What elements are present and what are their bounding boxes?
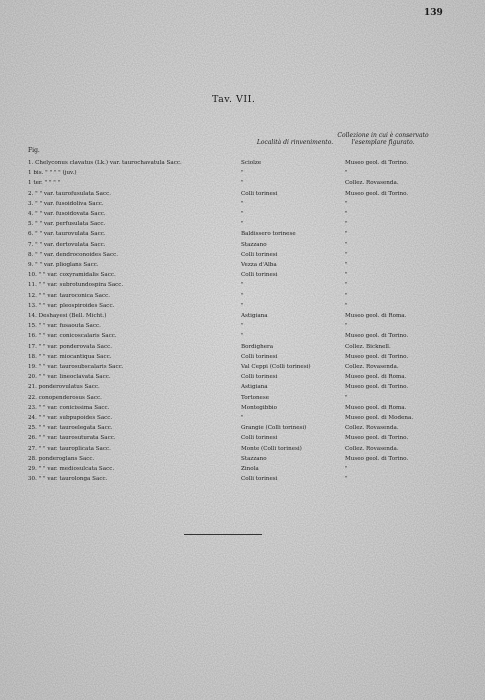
row-fig: 14. Deshayesi (Bell. Micht.): [28, 313, 107, 319]
row-fig: 11. " " var. subrotundospira Sacc.: [28, 282, 124, 289]
row-locality: Colli torinesi: [241, 251, 278, 258]
row-fig: 21. ponderovulatus Sacc.: [28, 384, 100, 391]
row-collection: Museo geol. di Roma.: [345, 374, 407, 381]
row-locality: Colli torinesi: [241, 476, 278, 483]
row-fig: 26. " " var. taurosuturata Sacc.: [28, 435, 116, 442]
row-locality: Vezza d'Alba: [241, 262, 277, 268]
row-locality: ": [241, 292, 244, 299]
row-locality: Colli torinesi: [241, 374, 278, 381]
row-collection: Museo geol. di Torino.: [345, 190, 409, 197]
table-row: [0, 280, 485, 290]
table-row: [0, 199, 485, 209]
row-locality: Colli torinesi: [241, 353, 278, 360]
row-fig: 25. " " var. tauroelegata Sacc.: [28, 425, 113, 432]
row-collection: Collez. Bicknell.: [345, 343, 391, 350]
row-fig: 1 bis. " " " " (juv.): [28, 170, 77, 177]
row-locality: ": [241, 333, 244, 340]
row-collection: ": [345, 262, 348, 268]
row-collection: ": [345, 282, 348, 289]
row-fig: 2. " " var. taurofusulata Sacc.: [28, 190, 111, 197]
row-collection: ": [345, 394, 348, 401]
table-row: [0, 403, 485, 413]
row-collection: Collez. Rovasenda.: [345, 445, 399, 452]
header-localita: Località di rinvenimento.: [256, 139, 334, 146]
row-fig: 24. " " var. subpupoides Sacc.: [28, 415, 113, 421]
row-collection: ": [345, 466, 348, 472]
row-locality: Val Ceppi (Colli torinesi): [241, 364, 311, 370]
row-fig: 3. " " var. fusoidoliva Sacc.: [28, 200, 104, 207]
row-fig: 1 ter. " " " ": [28, 180, 61, 187]
row-collection: ": [345, 211, 348, 217]
row-fig: 5. " " var. perfusulata Sacc.: [28, 221, 106, 228]
table-row: [0, 219, 485, 229]
row-fig: 19. " " var. taurosubscalaris Sacc.: [28, 364, 124, 370]
row-locality: Monte (Colli torinesi): [241, 445, 302, 452]
table-row: [0, 270, 485, 280]
row-collection: Museo geol. di Torino.: [345, 160, 409, 166]
table-row: [0, 464, 485, 474]
table-row: [0, 474, 485, 484]
table-row: [0, 168, 485, 178]
row-collection: ": [345, 251, 348, 258]
table-row: [0, 413, 485, 423]
table-row: [0, 250, 485, 260]
row-fig: 29. " " var. mediosulcata Sacc.: [28, 466, 115, 472]
row-locality: ": [241, 302, 244, 309]
closing-rule: [184, 534, 262, 535]
row-collection: Collez. Rovasenda.: [345, 180, 399, 187]
table-row: [0, 209, 485, 219]
row-fig: 7. " " var. dertovulata Sacc.: [28, 241, 106, 248]
table-row: [0, 229, 485, 239]
page-number: 139: [424, 8, 443, 18]
row-locality: ": [241, 180, 244, 187]
table-row: [0, 362, 485, 372]
table-row: [0, 158, 485, 168]
row-fig: 4. " " var. fusoidovata Sacc.: [28, 211, 106, 217]
row-collection: Collez. Rovasenda.: [345, 364, 399, 370]
row-locality: ": [241, 282, 244, 289]
table-row: [0, 352, 485, 362]
row-locality: Colli torinesi: [241, 435, 278, 442]
row-collection: ": [345, 231, 348, 238]
row-locality: ": [241, 211, 244, 217]
table-row: [0, 311, 485, 321]
row-locality: Colli torinesi: [241, 272, 278, 279]
row-fig: 6. " " var. taurovulata Sacc.: [28, 231, 106, 238]
row-collection: Museo geol. di Torino.: [345, 455, 409, 462]
row-locality: Astigiana: [241, 313, 268, 319]
row-collection: Collez. Rovasenda.: [345, 425, 399, 432]
row-fig: 30. " " var. taurolonga Sacc.: [28, 476, 108, 483]
row-locality: Sciolze: [241, 160, 262, 166]
header-collezione: Collezione in cui è conservato l'esemplare figurato.: [337, 132, 429, 146]
table-row: [0, 178, 485, 188]
row-locality: Baldissero torinese: [241, 231, 296, 238]
row-fig: 10. " " var. coxyramidalis Sacc.: [28, 272, 116, 279]
row-locality: ": [241, 323, 244, 330]
row-fig: 28. ponderoglans Sacc.: [28, 455, 95, 462]
table-row: [0, 189, 485, 199]
row-fig: 13. " " var. pleospiroides Sacc.: [28, 302, 115, 309]
table-row: [0, 423, 485, 433]
row-fig: 9. " " var. plioglans Sacc.: [28, 262, 99, 268]
header-fig: Fig.: [28, 147, 40, 154]
table-row: [0, 321, 485, 331]
row-collection: ": [345, 272, 348, 279]
table-row: [0, 372, 485, 382]
row-fig: 8. " " var. dendroconoides Sacc.: [28, 251, 119, 258]
row-fig: 22. conopenderosus Sacc.: [28, 394, 102, 401]
row-fig: 12. " " var. tauroconica Sacc.: [28, 292, 111, 299]
row-collection: Museo geol. di Roma.: [345, 313, 407, 319]
row-fig: 23. " " var. conicissima Sacc.: [28, 404, 110, 411]
table-row: [0, 433, 485, 443]
row-locality: Astigiana: [241, 384, 268, 391]
row-fig: 17. " " var. ponderovata Sacc.: [28, 343, 113, 350]
row-collection: Museo geol. di Torino.: [345, 353, 409, 360]
row-fig: 1. Chelyconus clavatus (Lk.) var. taurochavatula Sacc.: [28, 160, 182, 166]
row-locality: Zinola: [241, 466, 259, 472]
row-locality: Colli torinesi: [241, 190, 278, 197]
row-locality: Grangie (Colli torinesi): [241, 425, 307, 432]
row-collection: Museo geol. di Torino.: [345, 384, 409, 391]
row-fig: 18. " " var. miocantiqua Sacc.: [28, 353, 112, 360]
table-row: [0, 260, 485, 270]
table-row: [0, 301, 485, 311]
row-fig: 20. " " var. lineoclavata Sacc.: [28, 374, 111, 381]
row-locality: Stazzano: [241, 455, 267, 462]
row-locality: Stazzano: [241, 241, 267, 248]
table-row: [0, 240, 485, 250]
row-collection: ": [345, 241, 348, 248]
row-collection: ": [345, 221, 348, 228]
row-locality: Tortonese: [241, 394, 270, 401]
table-row: [0, 382, 485, 392]
row-collection: ": [345, 302, 348, 309]
plate-title: Tav. VII.: [212, 94, 256, 105]
row-locality: ": [241, 415, 244, 421]
table-row: [0, 291, 485, 301]
row-collection: ": [345, 200, 348, 207]
table-row: [0, 444, 485, 454]
row-collection: ": [345, 170, 348, 177]
row-collection: Museo geol. di Modena.: [345, 415, 414, 421]
row-locality: ": [241, 170, 244, 177]
row-collection: Museo geol. di Roma.: [345, 404, 407, 411]
row-collection: ": [345, 476, 348, 483]
table-row: [0, 331, 485, 341]
row-fig: 15. " " var. fusaouta Sacc.: [28, 323, 101, 330]
row-fig: 16. " " var. conicoscalaris Sacc.: [28, 333, 117, 340]
row-collection: ": [345, 323, 348, 330]
row-fig: 27. " " var. tauroplicata Sacc.: [28, 445, 111, 452]
row-locality: Bordighera: [241, 343, 274, 350]
table-row: [0, 342, 485, 352]
row-locality: ": [241, 221, 244, 228]
row-locality: ": [241, 200, 244, 207]
row-collection: Museo geol. di Torino.: [345, 333, 409, 340]
row-collection: Museo geol. di Torino.: [345, 435, 409, 442]
table-row: [0, 454, 485, 464]
row-collection: ": [345, 292, 348, 299]
table-row: [0, 393, 485, 403]
row-locality: Montegibbio: [241, 404, 277, 411]
